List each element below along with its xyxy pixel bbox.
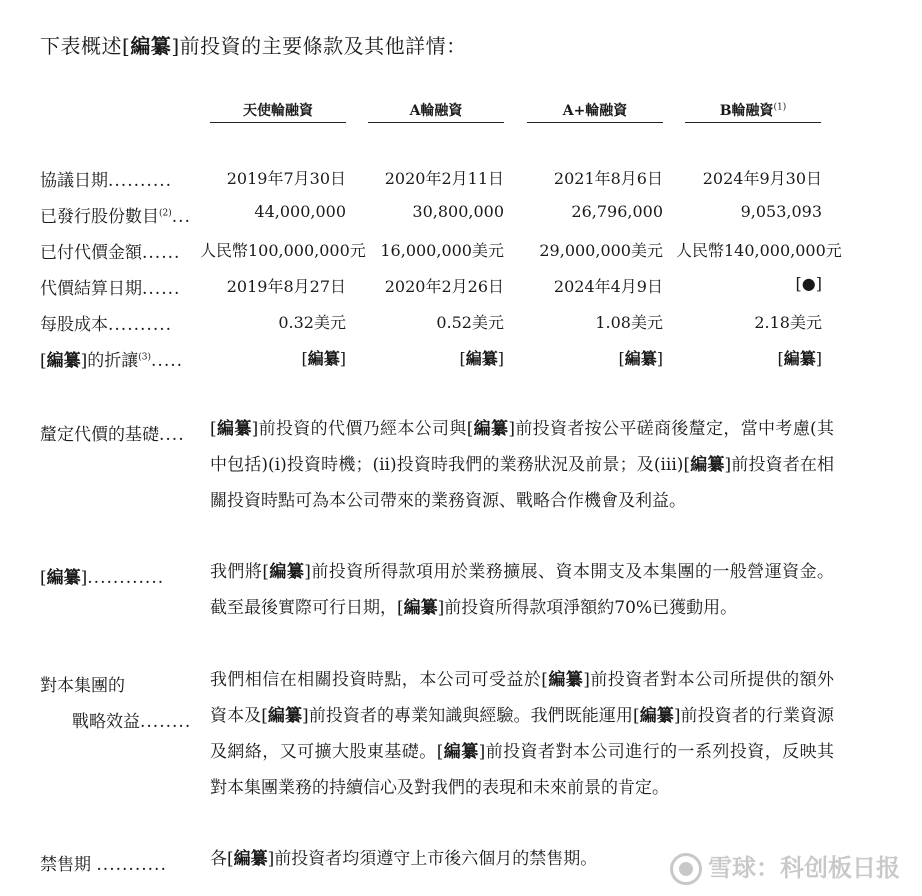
column-rule [527, 122, 663, 123]
table-cell: 人民幣100,000,000元 [200, 241, 366, 260]
table-cell: [●] [795, 274, 822, 293]
section-label-basis: 釐定代價的基礎.... [40, 425, 185, 445]
intro-sentence: 下表概述[編纂]前投資的主要條款及其他詳情： [40, 34, 467, 58]
table-cell: 26,796,000 [571, 202, 663, 221]
table-cell: 2020年2月26日 [384, 277, 504, 296]
column-rule [368, 122, 504, 123]
column-rule [210, 122, 346, 123]
column-header-series-a-plus: A+輪融資 [562, 103, 628, 119]
column-header-series-b: B輪融資$^{(1)}$ [719, 102, 787, 119]
column-rule [685, 122, 821, 123]
row-label-agreement-date: 協議日期.......... [40, 171, 173, 191]
section-label-strategic-line2: 戰略效益........ [72, 712, 192, 732]
snowball-logo-icon [670, 853, 702, 885]
table-cell: 16,000,000美元 [380, 241, 504, 260]
table-cell: 2021年8月6日 [553, 169, 663, 188]
table-cell: [編纂] [301, 349, 346, 368]
table-cell: 2019年8月27日 [226, 277, 346, 296]
table-cell: 2024年4月9日 [553, 277, 663, 296]
watermark: 雪球：科创板日报 [670, 848, 900, 885]
table-cell: 2024年9月30日 [702, 169, 822, 188]
row-label-cost-per-share: 每股成本.......... [40, 315, 173, 335]
column-header-angel: 天使輪融資 [243, 103, 313, 119]
table-cell: 2.18美元 [754, 313, 822, 332]
table-cell: [編纂] [618, 349, 663, 368]
table-cell: 44,000,000 [254, 202, 346, 221]
row-label-settlement-date: 代價結算日期...... [40, 279, 181, 299]
section-text-proceeds: 我們將[編纂]前投資所得款項用於業務擴展、資本開支及本集團的一般營運資金。截至最後實際可行日期，[編纂]前投資所得款項淨額約70%已獲動用。 [210, 562, 835, 618]
section-label-proceeds: [編纂]............ [40, 568, 165, 588]
column-header-series-a: A輪融資 [409, 103, 463, 119]
section-label-strategic-line1: 對本集團的 [40, 676, 125, 696]
section-text-lockup: 各[編纂]前投資者均須遵守上市後六個月的禁售期。 [210, 849, 598, 869]
table-cell: 人民幣140,000,000元 [676, 241, 842, 260]
table-cell: 29,000,000美元 [539, 241, 663, 260]
table-cell: 30,800,000 [412, 202, 504, 221]
table-cell: 2020年2月11日 [384, 169, 504, 188]
row-label-shares-issued: 已發行股份數目$^{(2)}$... [40, 207, 191, 227]
row-label-discount: [編纂]的折讓$^{(3)}$..... [40, 351, 184, 371]
table-cell: [編纂] [777, 349, 822, 368]
section-text-basis: [編纂]前投資的代價乃經本公司與[編纂]前投資者按公平磋商後釐定，當中考慮(其中包括)(i)投資時機；(ii)投資時我們的業務狀況及前景；及(iii)[編纂]前投資者在相關投資時點可為本公司帶來的業務資源、戰略合作機會及利益。 [210, 419, 835, 511]
table-cell: 9,053,093 [740, 202, 822, 221]
table-cell: 2019年7月30日 [226, 169, 346, 188]
row-label-consideration-paid: 已付代價金額...... [40, 243, 181, 263]
table-cell: 1.08美元 [595, 313, 663, 332]
table-cell: [編纂] [459, 349, 504, 368]
section-label-lockup: 禁售期 ........... [40, 855, 167, 875]
section-text-strategic: 我們相信在相關投資時點，本公司可受益於[編纂]前投資者對本公司所提供的額外資本及[編纂]前投資者的專業知識與經驗。我們既能運用[編纂]前投資者的行業資源及網絡，又可擴大股東基礎。[編纂]前投資者對本公司進行的一系列投資，反映其對本集團業務的持續信心及對我們的表現和未來前景的肯定。 [210, 670, 835, 798]
table-cell: 0.52美元 [436, 313, 504, 332]
table-cell: 0.32美元 [278, 313, 346, 332]
